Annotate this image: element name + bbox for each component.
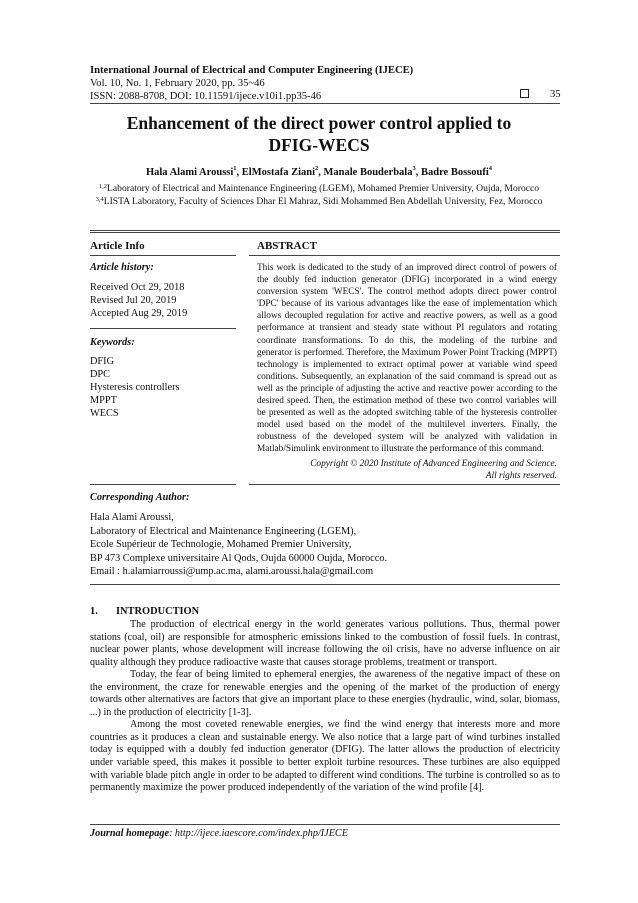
footer-url[interactable]: : http://ijece.iaescore.com/index.php/IJECE bbox=[168, 828, 348, 839]
affiliation-1 bbox=[40, 183, 598, 195]
section-heading bbox=[90, 606, 199, 617]
abstract-heading: ABSTRACT bbox=[257, 240, 317, 252]
footer-label: Journal homepage bbox=[90, 828, 169, 839]
keywords-heading: Keywords: bbox=[90, 337, 135, 348]
header-rule bbox=[90, 103, 560, 104]
author-sup: 4 bbox=[488, 165, 493, 172]
journal-issn: ISSN: 2088-8708, DOI: 10.11591/ijece.v10i1.pp35-46 bbox=[90, 91, 322, 102]
affiliation-sup: 1,2 bbox=[98, 183, 108, 190]
section-title: INTRODUCTION bbox=[116, 606, 200, 617]
copyright-line-1: Copyright © 2020 Institute of Advanced Engineering and Science. bbox=[310, 459, 557, 469]
page-number: 35 bbox=[550, 89, 561, 100]
journal-name: International Journal of Electrical and Computer Engineering (IJECE) bbox=[90, 65, 414, 76]
paragraph: Today, the fear of being limited to ephemeral energies, the awareness of the negative impact of these on the environment, the craze for renewable energies and the opening of the market of the production of energy towards other alternatives are factors that give an important place to these energies (hydraulic, wind, solar, biomass, ...) in the production of electricity [1-3]. bbox=[90, 669, 560, 718]
checkbox-icon bbox=[520, 89, 529, 98]
affiliation-text: Laboratory of Electrical and Maintenance Engineering (LGEM), Mohamed Premier University, Oujda, Morocco bbox=[107, 183, 540, 194]
corresponding-email: Email : h.alamiarroussi@ump.ac.ma, alami.aroussi.hala@gmail.com bbox=[90, 566, 374, 577]
author-sup: 1 bbox=[233, 165, 237, 172]
keyword-item: Hysteresis controllers bbox=[90, 382, 180, 393]
copyright-notice bbox=[257, 458, 557, 482]
corresponding-heading: Corresponding Author: bbox=[90, 492, 190, 503]
history-received: Received Oct 29, 2018 bbox=[90, 282, 185, 293]
article-info-heading: Article Info bbox=[90, 240, 145, 252]
affiliation-sup: 3,4 bbox=[95, 196, 104, 203]
author-name: Badre Bossoufi bbox=[420, 167, 489, 178]
author-name: Hala Alami Aroussi bbox=[145, 167, 234, 178]
history-heading: Article history: bbox=[90, 262, 154, 273]
author-name: ElMostafa Ziani bbox=[241, 167, 316, 178]
info-top-rule bbox=[90, 230, 560, 231]
corresponding-line: BP 473 Complexe universitaire Al Qods, Oujda 60000 Oujda, Morocco. bbox=[90, 552, 388, 564]
paper-title bbox=[60, 112, 578, 156]
footer-rule bbox=[90, 824, 560, 825]
corresponding-line: Ecole Supérieur de Technologie, Mohamed Premier University, bbox=[90, 539, 352, 550]
keyword-item: DPC bbox=[90, 369, 111, 380]
keyword-item: DFIG bbox=[90, 356, 115, 367]
paragraph: The production of electrical energy in the world generates various pollutions. Thus, thermal power stations (coal, oil) are responsible for atmospheric emissions linked to the combustion of fossil fuels. In contrast, nuclear power plants, whose development will increase following the oil crisis, have no adverse influence on air quality although they produce radioactive waste that causes storage problems, treatment or transport. bbox=[90, 619, 560, 668]
corresponding-rule bbox=[90, 584, 560, 585]
info-top-rule-2 bbox=[90, 232, 560, 233]
abstract-text: This work is dedicated to the study of an improved direct control of powers of the doubly fed induction generator (DFIG) incorporated in a wind energy conversion system 'WECS'. The control method adopts direct power control 'DPC' because of its various advantages like the ease of implementation which allows decoupled regulation for active and reactive powers, as well as a good performance at transient and steady state without PI regulators and rotating coordinate transformations. To do this, the modeling of the turbine and generator is performed. Therefore, the Maximum Power Point Tracking (MPPT) technology is implemented to extract optimal power at variable wind speed conditions. Subsequently, an explanation of the said command is spread out as well as the principle of adjusting the active and reactive power according to the desired speed. Then, the estimation method of these two control variables will be presented as well as the adopted switching table of the hysteresis controller model used based on the model of the multilevel inverters. Finally, the robustness of the developed system will be analyzed with validation in Matlab/Simulink environment to illustrate the performance of this command. bbox=[257, 263, 557, 455]
info-bottom-rule-right bbox=[249, 484, 560, 485]
corresponding-line: Hala Alami Aroussi, bbox=[90, 512, 174, 523]
keywords-rule bbox=[90, 328, 236, 329]
keyword-item: WECS bbox=[90, 408, 119, 419]
paragraph: Among the most coveted renewable energies, we find the wind energy that interests more and more countries as it produces a clean and sustainable energy. We also notice that a large part of wind turbines installed today is equipped with a doubly fed induction generator (DFIG). The latter allows the production of electricity under variable speed, this makes it possible to better exploit turbine resources. These turbines are also equipped with variable blade pitch angle in order to be adapted to different wind conditions. The turbine is controlled so as to permanently maximize the power produced independently of the variation of the wind profile [4]. bbox=[90, 719, 560, 794]
title-line-1: Enhancement of the direct power control applied to bbox=[126, 113, 512, 133]
copyright-line-2: All rights reserved. bbox=[485, 471, 557, 481]
author-sup: 2 bbox=[315, 165, 319, 172]
info-bottom-rule-left bbox=[90, 484, 236, 485]
history-revised: Revised Jul 20, 2019 bbox=[90, 295, 177, 306]
abstract-rule bbox=[249, 255, 560, 256]
article-info-rule bbox=[90, 255, 236, 256]
history-accepted: Accepted Aug 29, 2019 bbox=[90, 308, 188, 319]
affiliation-2 bbox=[40, 196, 598, 208]
author-sup: 3 bbox=[412, 165, 416, 172]
section-number: 1. bbox=[90, 606, 98, 617]
keyword-item: MPPT bbox=[90, 395, 117, 406]
affiliation-text: LISTA Laboratory, Faculty of Sciences Dhar El Mahraz, Sidi Mohammed Ben Abdellah University, Fez, Morocco bbox=[103, 196, 543, 207]
corresponding-line: Laboratory of Electrical and Maintenance Engineering (LGEM), bbox=[90, 525, 357, 537]
journal-volume: Vol. 10, No. 1, February 2020, pp. 35~46 bbox=[90, 78, 265, 89]
introduction-body bbox=[90, 619, 560, 795]
author-name: Manale Bouderbala bbox=[323, 167, 413, 178]
title-line-2: DFIG-WECS bbox=[268, 135, 370, 155]
author-list: Hala Alami Aroussi$^1$, ElMostafa Ziani$^2$, Manale Bouderbala$^3$, Badre Bossoufi$^4$ bbox=[145, 165, 493, 178]
footer bbox=[90, 828, 348, 839]
